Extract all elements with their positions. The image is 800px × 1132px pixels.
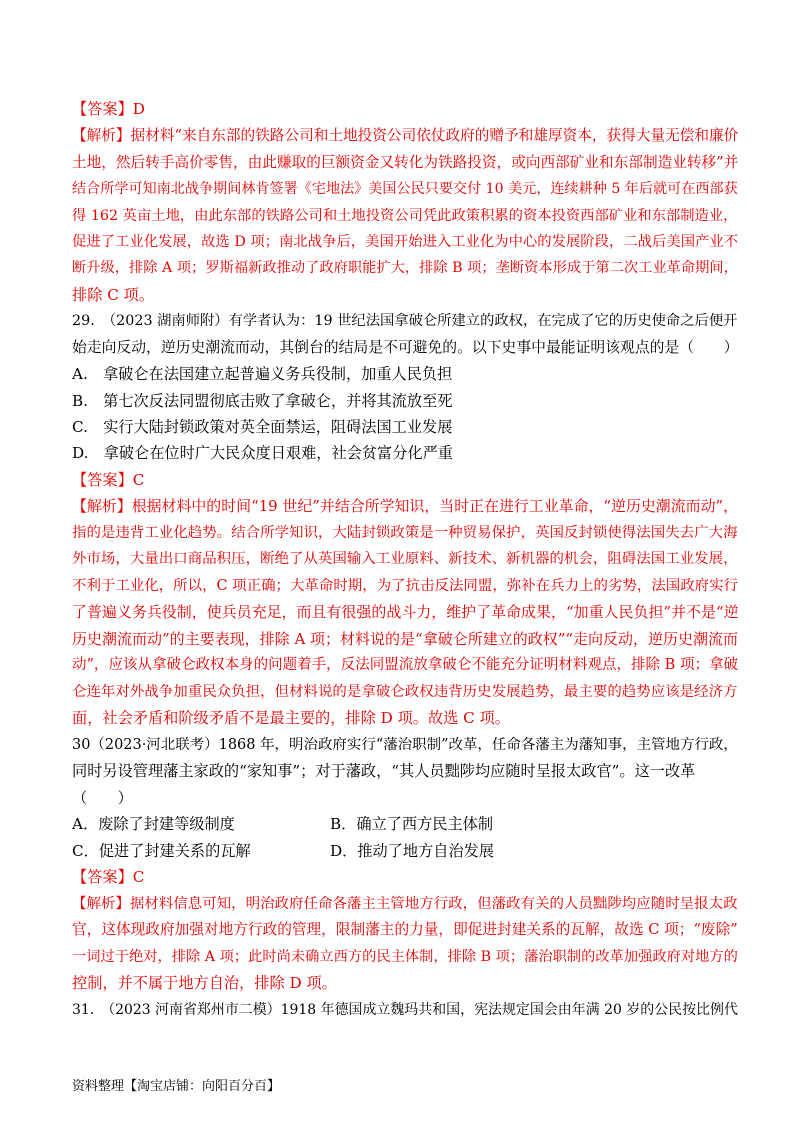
- option-29-b: B. 第七次反法同盟彻底击败了拿破仑，并将其流放至死: [72, 392, 453, 410]
- option-30-b: B．确立了西方民主体制: [330, 815, 494, 833]
- explanation-29-line-1: 【解析】根据材料中的时间“19 世纪”并结合所学知识，当时正在进行工业革命，“逆历史潮流而动”，: [72, 497, 739, 515]
- question-30-line-1: 30（2023·河北联考）1868 年，明治政府实行“藩治职制”改革，任命各藩主为藩知事，主管地方行政，: [72, 737, 738, 753]
- option-29-a: A. 拿破仑在法国建立起普遍义务兵役制，加重人民负担: [72, 365, 453, 383]
- question-29-line-2: 始走向反动，逆历史潮流而动，其倒台的结局是不可避免的。以下史事中最能证明该观点的是（ ）: [72, 339, 739, 356]
- explanation-29-line-8: 仑连年对外战争加重民众负担，但材料说的是拿破仑政权违背历史发展趋势，最主要的趋势应该是经济方: [72, 684, 738, 700]
- explanation-30-line-1: 【解析】据材料信息可知，明治政府任命各藩主主管地方行政，但藩政有关的人员黜陟均应随时呈报太政: [72, 896, 738, 912]
- explanation-28-line-7: 排除 C 项。: [72, 286, 155, 304]
- answer-30: 【答案】C: [72, 868, 145, 886]
- question-30-line-2: 同时另设管理藩主家政的“家知事”；对于藩政，“其人员黜陟均应随时呈报太政官”。这一改革: [72, 762, 696, 780]
- explanation-30-line-2: 官，这体现政府加强对地方行政的管理，限制藩主的力量，即促进封建关系的瓦解，故选 C 项；“废除”: [72, 921, 738, 938]
- explanation-29-line-5: 了普遍义务兵役制，使兵员充足，而且有很强的战斗力，维护了革命成果，“加重人民负担”并不是“逆: [72, 603, 739, 621]
- explanation-28-line-4: 得 162 英亩土地，由此东部的铁路公司和土地投资公司凭此政策积累的资本投资西部矿业和东部制造业，: [72, 208, 738, 224]
- option-30-a: A．废除了封建等级制度: [72, 815, 235, 833]
- question-31-line-1: 31. （2023 河南省郑州市二模）1918 年德国成立魏玛共和国，宪法规定国会由年满 20 岁的公民按比例代: [72, 1002, 738, 1018]
- option-29-d: D. 拿破仑在位时广大民众度日艰难，社会贫富分化严重: [72, 444, 453, 462]
- page-footer: 资料整理【淘宝店铺：向阳百分百】: [72, 1079, 281, 1094]
- explanation-28-line-5: 促进了工业化发展，故选 D 项；南北战争后，美国开始进入工业化为中心的发展阶段，二战后美国产业不: [72, 234, 739, 250]
- explanation-28-line-2: 土地，然后转手高价零售，由此赚取的巨额资金又转化为铁路投资，或向西部矿业和东部制造业转移”并: [72, 154, 739, 171]
- explanation-29-line-9: 面，社会矛盾和阶级矛盾不是最主要的，排除 D 项。故选 C 项。: [72, 709, 510, 727]
- option-30-c: C．促进了封建关系的瓦解: [72, 842, 251, 860]
- answer-29: 【答案】C: [72, 471, 145, 489]
- explanation-29-line-4: 不利于工业化，所以，C 项正确；大革命时期，为了抗击反法同盟，弥补在兵力上的劣势，法国政府实行: [72, 578, 739, 594]
- option-29-c: C. 实行大陆封锁政策对英全面禁运，阻碍法国工业发展: [72, 418, 453, 436]
- explanation-28-line-6: 断升级，排除 A 项；罗斯福新政推动了政府职能扩大，排除 B 项；垄断资本形成于第二次工业革命期间，: [72, 260, 738, 276]
- explanation-29-line-7: 动”，应该从拿破仑政权本身的问题着手，反法同盟流放拿破仑不能充分证明材料观点，排除 B 项；拿破: [72, 657, 739, 673]
- explanation-29-line-3: 外市场，大量出口商品积压，断绝了从英国输入工业原料、新技术、新机器的机会，阻碍法国工业发展，: [72, 551, 738, 567]
- explanation-29-line-2: 指的是违背工业化趋势。结合所学知识，大陆封锁政策是一种贸易保护，英国反封锁使得法国失去广大海: [72, 525, 738, 541]
- explanation-28-line-1: 【解析】据材料“来自东部的铁路公司和土地投资公司依仗政府的赠予和雄厚资本，获得大量无偿和廉价: [72, 127, 739, 144]
- explanation-29-line-6: 历史潮流而动”的主要表现，排除 A 项；材料说的是“拿破仑所建立的政权”“走向反动，逆历史潮流而: [72, 630, 739, 648]
- explanation-28-line-3: 结合所学可知南北战争期间林肯签署《宅地法》美国公民只要交付 10 美元，连续耕种 5 年后就可在西部获: [72, 181, 738, 197]
- option-30-d: D．推动了地方自治发展: [330, 842, 495, 860]
- explanation-30-line-3: 一词过于绝对，排除 A 项；此时尚未确立西方的民主体制，排除 B 项；藩治职制的改革加强政府对地方的: [72, 949, 738, 965]
- question-29-line-1: 29. （2023 湖南师附）有学者认为：19 世纪法国拿破仑所建立的政权，在完成了它的历史使命之后便开: [72, 313, 738, 329]
- answer-28: 【答案】D: [72, 100, 145, 118]
- explanation-30-line-4: 控制，并不属于地方自治，排除 D 项。: [72, 974, 337, 992]
- question-30-line-3: （ ）: [72, 789, 133, 807]
